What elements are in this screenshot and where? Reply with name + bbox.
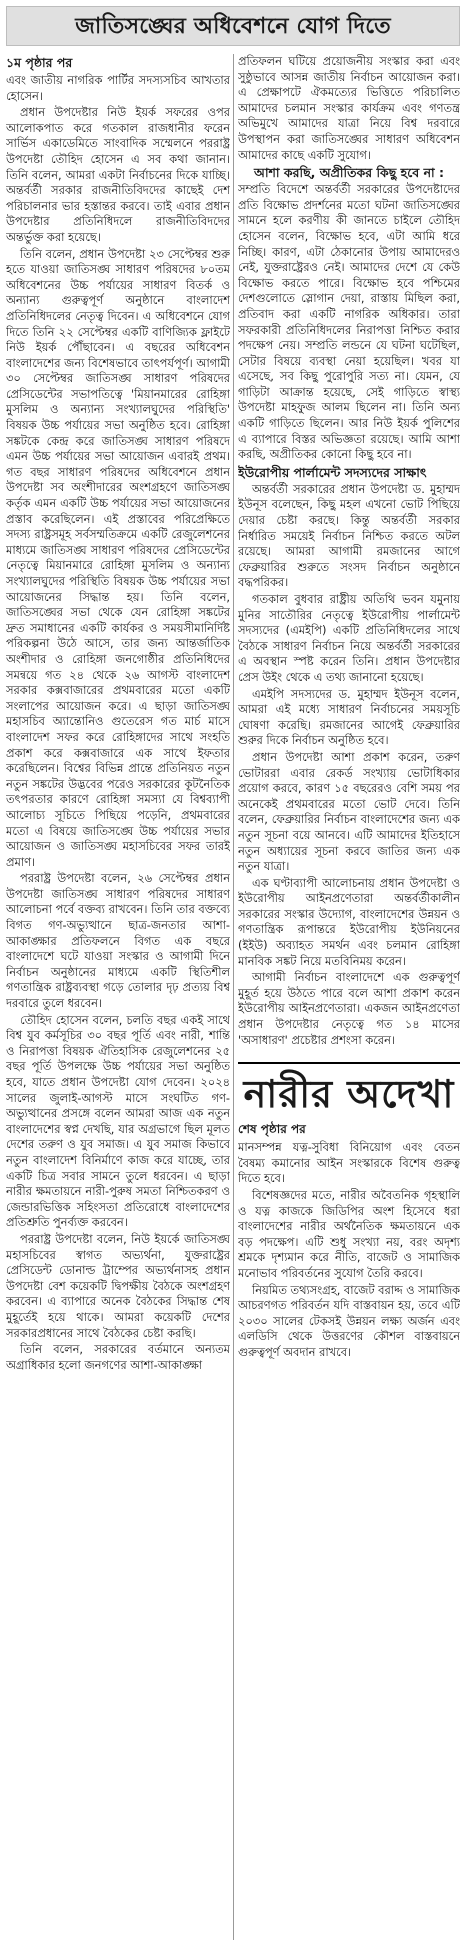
left-body [6,73,230,1373]
left-column [6,54,230,1940]
second-article-body [238,1140,460,1360]
paragraph: প্রতিফলন ঘটিয়ে প্রয়োজনীয় সংস্কার করা এবং সুষ্ঠুভাবে আসন্ন জাতীয় নির্বাচন আয়োজন করা। এ প্রেক্ষাপটে ঐকমত্যের ভিত্তিতে পরিচালিত আমাদের চলমান সংস্কার কার্যক্রম এবং গণতন্ত্র অভিমুখে আমাদের যাত্রা নিয়ে বিশ্ব দরবারে উপস্থাপন করা জাতিসঙ্ঘের সাধারণ অধিবেশন আমাদের কাছে একটি সুযোগ। [238,54,460,162]
paragraph: তৌহিদ হোসেন বলেন, চলতি বছর একই সাথে বিশ্ব যুব কর্মসূচির ৩০ বছর পূর্তি এবং নারী, শান্তি ও নিরাপত্তা বিষয়ক ঐতিহাসিক রেজুলেশনের ২৫ বছর পূর্তি উপলক্ষে উচ্চ পর্যায়ের সভা অনুষ্ঠিত হবে, যাতে প্রধান উপদেষ্টা যোগ দেবেন। ২০২৪ সালের জুলাই-আগস্ট মাসে সংঘটিত গণ-অভ্যুত্থানের প্রসঙ্গে বলেন আমরা আজ এক নতুন বাংলাদেশের স্বপ্ন দেখছি, যার অগ্রভাগে ছিল মূলত দেশের তরুণ ও যুব সমাজ। এ যুব সমাজ কিভাবে নতুন বাংলাদেশ বিনির্মাণে কাজ করে যাচ্ছে, তার একটি চিত্র সবার সামনে তুলে ধরবেন। এ ছাড়া নারীর ক্ষমতায়নে নারী-পুরুষ সমতা নিশ্চিতকরণ ও জেন্ডারভিত্তিক সহিংসতা প্রতিরোধে বাংলাদেশের প্রতিশ্রুতি পুনর্ব্যক্ত করবেন। [6,1012,230,1230]
second-article-continuation: শেষ পৃষ্ঠার পর [238,1122,306,1137]
paragraph: নিয়মিত তথ্যসংগ্রহ, বাজেট বরাদ্দ ও সামাজিক আচরণগত পরিবর্তন যদি বাস্তবায়ন হয়, তবে এটি ২০৩০ সালের টেকসই উন্নয়ন লক্ষ্য অর্জন এবং এলডিসি থেকে উত্তরণের কৌশল বাস্তবায়নে গুরুত্বপূর্ণ অবদান রাখবে। [238,1282,460,1359]
right-body-protest [238,182,460,463]
paragraph: তিনি বলেন, প্রধান উপদেষ্টা ২৩ সেপ্টেম্বর শুরু হতে যাওয়া জাতিসঙ্ঘ সাধারণ পরিষদের ৮০তম অধিবেশনের উচ্চ পর্যায়ের সাধারণ বিতর্ক ও অন্যান্য গুরুত্বপূর্ণ অনুষ্ঠানে বাংলাদেশ প্রতিনিধিদলের নেতৃত্ব দিবেন। এ অধিবেশনে যোগ দিতে তিনি ২২ সেপ্টেম্বর একটি বাণিজ্যিক ফ্লাইটে নিউ ইয়র্ক পৌঁছাবেন। এ বছরের অধিবেশন বাংলাদেশের জন্য বিশেষভাবে তাৎপর্যপূর্ণ। আগামী ৩০ সেপ্টেম্বর জাতিসঙ্ঘ সাধারণ পরিষদের প্রেসিডেন্টের সভাপতিত্বে 'মিয়ানমারের রোহিঙ্গা মুসলিম ও অন্যান্য সংখ্যালঘুদের পরিস্থিতি' বিষয়ক উচ্চ পর্যায়ের সভা অনুষ্ঠিত হবে। রোহিঙ্গা সঙ্কটকে কেন্দ্র করে জাতিসঙ্ঘ সাধারণ পরিষদে এমন উচ্চ পর্যায়ের সভা আয়োজন এবারই প্রথম। গত বছর সাধারণ পরিষদের অধিবেশনে প্রধান উপদেষ্টা সব অংশীদারের অংশগ্রহণে জাতিসঙ্ঘ কর্তৃক এমন একটি উচ্চ পর্যায়ের সভা আয়োজনের প্রস্তাব করেছিলেন। এই প্রস্তাবের পরিপ্রেক্ষিতে সদস্য রাষ্ট্রসমূহ সর্বসম্মতিক্রমে একটি রেজুলেশনের মাধ্যমে জাতিসঙ্ঘ সাধারণ পরিষদের প্রেসিডেন্টের নেতৃত্বে মিয়ানমারে রোহিঙ্গা মুসলিম ও অন্যান্য সংখ্যালঘুদের পরিস্থিতি বিষয়ক উচ্চ পর্যায়ের সভা আয়োজনের সিদ্ধান্ত হয়। তিনি বলেন, জাতিসঙ্ঘের সভা থেকে যেন রোহিঙ্গা সঙ্কটের দ্রুত সমাধানের একটি কার্যকর ও সময়সীমানির্দিষ্ট পরিকল্পনা উঠে আসে, তার জন্য আন্তর্জাতিক অংশীদার ও রোহিঙ্গা জনগোষ্ঠীর প্রতিনিধিদের সমন্বয়ে গত ২৪ থেকে ২৬ আগস্ট বাংলাদেশ সরকার কক্সবাজারের প্রথমবারের মতো একটি সংলাপের আয়োজন করে। এ ছাড়া জাতিসঙ্ঘ মহাসচিব অ্যান্তোনিও গুতেরেস গত মার্চ মাসে বাংলাদেশ সফর করে রোহিঙ্গাদের সাথে সংহতি প্রকাশ করে কক্সবাজারে এক সাথে ইফতার করেছিলেন। বিশ্বের বিভিন্ন প্রান্তে প্রতিনিয়ত নতুন নতুন সঙ্কটের উদ্ভবের পরেও সরকারের কূটনৈতিক তৎপরতার কারণে রোহিঙ্গা সমস্যা যে বিশ্বব্যাপী আলোচ্য সূচিতে পিছিয়ে পড়েনি, প্রথমবারের মতো এ বিষয়ে জাতিসঙ্ঘে উচ্চ পর্যায়ের সভার আয়োজন ও জাতিসঙ্ঘ মহাসচিবের সফর তারই প্রমাণ। [6,246,230,869]
column-divider [233,54,234,1940]
right-body-eu [238,482,460,1048]
paragraph: প্রধান উপদেষ্টার নিউ ইয়র্ক সফরের ওপর আলোকপাত করে গতকাল রাজধানীর ফরেন সার্ভিস একাডেমিতে সাংবাদিক সম্মেলনে পররাষ্ট্র উপদেষ্টা তৌহিদ হোসেন এ সব কথা জানান। তিনি বলেন, আমরা একটা নির্বাচনের দিকে যাচ্ছি। অন্তর্বর্তী সরকার রাজনীতিবিদদের কাছেই দেশ পরিচালনার ভার হস্তান্তর করবে। তাই এবার প্রধান উপদেষ্টার প্রতিনিধিদলে রাজনীতিবিদদের অন্তর্ভুক্ত করা হয়েছে। [6,105,230,244]
headline: জাতিসঙ্ঘের অধিবেশনে যোগ দিতে [6,6,460,46]
paragraph: পররাষ্ট্র উপদেষ্টা বলেন, ২৬ সেপ্টেম্বর প্রধান উপদেষ্টা জাতিসঙ্ঘ সাধারণ পরিষদের সাধারণ আলোচনা পর্বে বক্তব্য রাখবেন। তিনি তার বক্তব্যে বিগত গণ-অভ্যুত্থানে ছাত্র-জনতার আশা-আকাঙ্ক্ষার প্রতিফলনে বিগত এক বছরে বাংলাদেশে ঘটে যাওয়া সংস্কার ও আগামী দিনে নির্বাচন অনুষ্ঠানের মাধ্যমে একটি স্থিতিশীল গণতান্ত্রিক রাষ্ট্রব্যবস্থা গড়ে তোলার দৃঢ় প্রত্যয় বিশ্ব দরবারে তুলে ধরবেন। [6,871,230,1011]
subheading-eu-meeting: ইউরোপীয় পার্লামেন্ট সদস্যদের সাক্ষাৎ [238,464,427,480]
subheading-protest: আশা করছি, অপ্রীতিকর কিছু হবে না : [253,165,445,181]
paragraph: এবং জাতীয় নাগরিক পার্টির সদস্যসচিব আখতার হোসেন। [6,73,230,103]
paragraph: অন্তর্বর্তী সরকারের প্রধান উপদেষ্টা ড. মুহাম্মদ ইউনূস বলেছেন, কিছু মহল এখনো ভোট পিছিয়ে দেয়ার চেষ্টা করছে। কিন্তু অন্তর্বর্তী সরকার নির্ধারিত সময়েই নির্বাচন নিশ্চিত করতে অটল রয়েছে। আমরা আগামী রমজানের আগে ফেব্রুয়ারির শুরুতে সংসদ নির্বাচন অনুষ্ঠানে বদ্ধপরিকর। [238,481,460,590]
paragraph: এমইপি সদস্যদের ড. মুহাম্মদ ইউনূস বলেন, আমরা এই মধ্যে সাধারণ নির্বাচনের সময়সূচি ঘোষণা করেছি। রমজানের আগেই ফেব্রুয়ারির শুরুর দিকে নির্বাচন অনুষ্ঠিত হবে। [238,686,460,748]
paragraph: আগামী নির্বাচন বাংলাদেশে এক গুরুত্বপূর্ণ মুহূর্ত হয়ে উঠতে পারে বলে আশা প্রকাশ করেন ইউরোপীয় আইনপ্রণেতারা। একজন আইনপ্রণেতা প্রধান উপদেষ্টার নেতৃত্বে গত ১৪ মাসের 'অসাধারণ' প্রচেষ্টার প্রশংসা করেন। [238,970,460,1047]
paragraph: এক ঘণ্টাব্যাপী আলোচনায় প্রধান উপদেষ্টা ও ইউরোপীয় আইনপ্রণেতারা অন্তর্বর্তীকালীন সরকারের সংস্কার উদ্যোগ, বাংলাদেশের উন্নয়ন ও গণতান্ত্রিক রূপান্তরে ইউরোপীয় ইউনিয়নের (ইইউ) অব্যাহত সমর্থন এবং চলমান রোহিঙ্গা মানবিক সঙ্কট নিয়ে মতবিনিময় করেন। [238,875,460,968]
paragraph: গতকাল বুধবার রাষ্ট্রীয় অতিথি ভবন যমুনায় মুনির সাতৌরির নেতৃত্বে ইউরোপীয় পার্লামেন্ট সদস্যদের (এমইপি) একটি প্রতিনিধিদলের সাথে বৈঠকে সাধারণ নির্বাচন নিয়ে অন্তর্বর্তী সরকারের এ অবস্থান স্পষ্ট করেন তিনি। প্রধান উপদেষ্টার প্রেস উইং থেকে এ তথ্য জানানো হয়েছে। [238,592,460,684]
right-body-top [238,54,460,163]
paragraph: পররাষ্ট্র উপদেষ্টা বলেন, নিউ ইয়র্কে জাতিসঙ্ঘ মহাসচিবের স্বাগত অভ্যর্থনা, যুক্তরাষ্ট্রের প্রেসিডেন্ট ডোনাল্ড ট্রাম্পের অভ্যর্থনাসহ প্রধান উপদেষ্টা বেশ কয়েকটি দ্বিপক্ষীয় বৈঠকে অংশগ্রহণ করবেন। এ ব্যাপারে অনেক বৈঠকের সিদ্ধান্ত শেষ মুহূর্তেই হয়ে থাকে। আমরা কয়েকটি দেশের সরকারপ্রধানের সাথে বৈঠকের চেষ্টা করছি। [6,1231,230,1340]
second-article-title: নারীর অদেখা [243,1072,455,1117]
paragraph: মানসম্পন্ন যত্ন-সুবিধা বিনিয়োগ এবং বেতন বৈষম্য কমানোর আইন সংস্কারকে বিশেষ গুরুত্ব দিতে হবে। [238,1140,460,1186]
right-column [238,54,460,1940]
paragraph: তিনি বলেন, সরকারের বর্তমানে অন্যতম অগ্রাধিকার হলো জনগণের আশা-আকাঙ্ক্ষা [6,1342,230,1372]
paragraph: প্রধান উপদেষ্টা আশা প্রকাশ করেন, তরুণ ভোটাররা এবার রেকর্ড সংখ্যায় ভোটাধিকার প্রয়োগ করবে, কারণ ১৫ বছরেরও বেশি সময় পর অনেকেই প্রথমবারের মতো ভোট দেবে। তিনি বলেন, ফেব্রুয়ারির নির্বাচন বাংলাদেশের জন্য এক নতুন সূচনা বয়ে আনবে। এটি আমাদের ইতিহাসে নতুন অধ্যায়ের সূচনা করবে জাতির জন্য এক নতুন যাত্রা। [238,749,460,874]
second-article [238,1062,460,1360]
paragraph: সম্প্রতি বিদেশে অন্তর্বর্তী সরকারের উপদেষ্টাদের প্রতি বিক্ষোভ প্রদর্শনের মতো ঘটনা জাতিসঙ্ঘের সামনে হলে করণীয় কী জানতে চাইলে তৌহিদ হোসেন বলেন, বিক্ষোভ হবে, এটা আমি ধরে নিচ্ছি। কারণ, এটা ঠেকানোর উপায় আমাদেরও নেই, যুক্তরাষ্ট্রেরও নেই। আমাদের দেশে যে কেউ বিক্ষোভ করতে পারে। বিক্ষোভ হবে পশ্চিমের দেশগুলোতে স্লোগান দেয়া, রাস্তায় মিছিল করা, প্রতিবাদ করা একটি নাগরিক অধিকার। তারা সফরকারী প্রতিনিধিদলের নিরাপত্তা নিশ্চিত করার পদক্ষেপ নেয়। সম্প্রতি লন্ডনে যে ঘটনা ঘটেছিল, সেটার বিষয়ে ব্যবস্থা নেয়া হয়েছিল। খবর যা এসেছে, সব কিছু পুরোপুরি সত্য না। যেমন, যে গাড়িটা আক্রান্ত হয়েছে, সেই গাড়িতে স্বাস্থ্য উপদেষ্টা মাহফুজ আলম ছিলেন না। তিনি অন্য একটি গাড়িতে ছিলেন। আর নিউ ইয়র্ক পুলিশের এ ব্যাপারে বিস্তর অভিজ্ঞতা রয়েছে। আমি আশা করছি, অপ্রীতিকর কোনো কিছু হবে না। [238,182,460,462]
continuation-label: ১ম পৃষ্ঠার পর [6,55,73,70]
paragraph: বিশেষজ্ঞদের মতে, নারীর অবৈতনিক গৃহস্থালি ও যত্ন কাজকে জিডিপির অংশ হিসেবে ধরা বাংলাদেশের নারীর অর্থনৈতিক ক্ষমতায়নে এক বড় পদক্ষেপ। এটি শুধু সংখ্যা নয়, বরং অদৃশ্য শ্রমকে দৃশ্যমান করে নীতি, বাজেট ও সামাজিক মনোভাব পরিবর্তনের সুযোগ তৈরি করবে। [238,1188,460,1280]
